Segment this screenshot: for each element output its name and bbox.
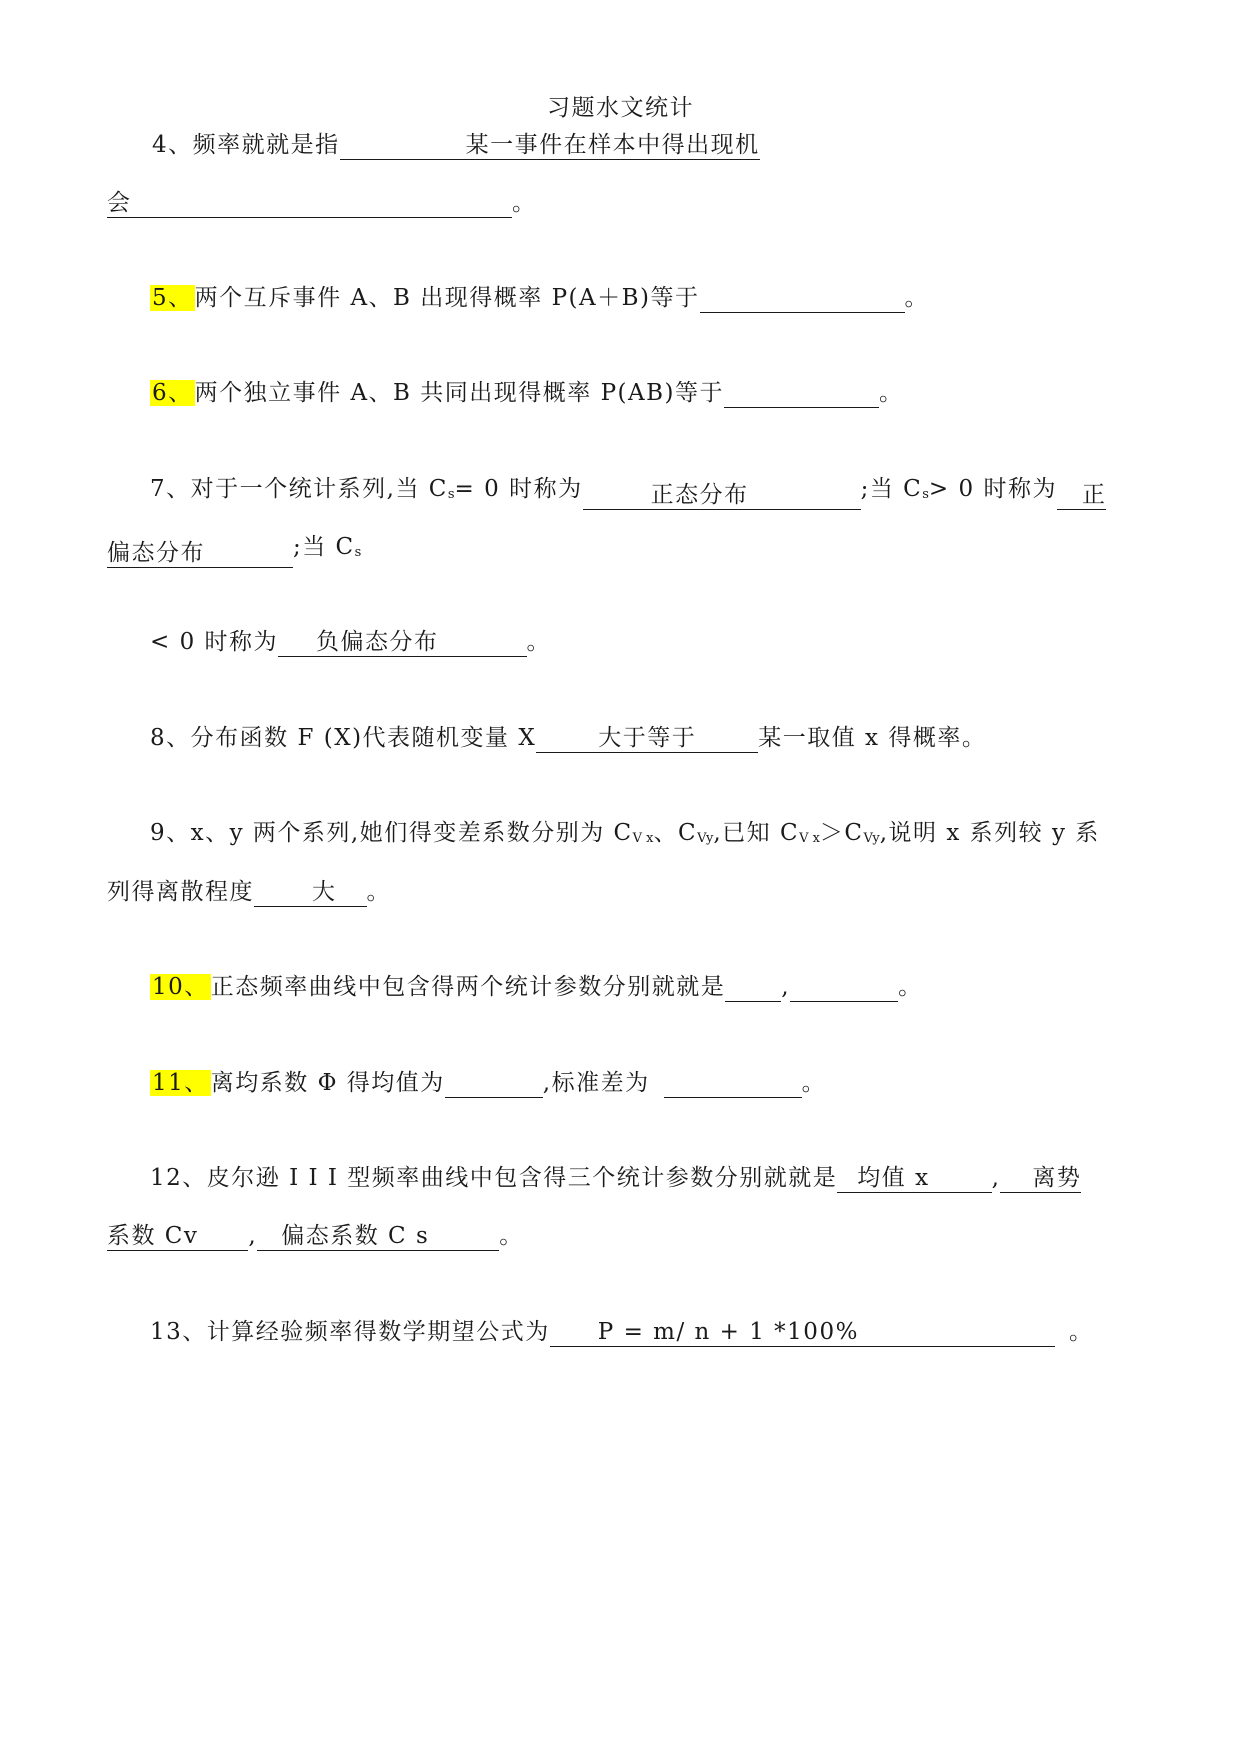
question-text: ,已知 C <box>713 820 800 846</box>
sentence-end: 。 <box>898 974 923 1000</box>
sentence-end: 。 <box>801 1070 827 1096</box>
sentence-end: 。 <box>526 629 552 655</box>
question-9 <box>150 818 1100 854</box>
answer-blank <box>107 1223 248 1251</box>
question-text: 计算经验频率得数学期望公式为 <box>206 1319 550 1345</box>
question-text: 对于一个统计系列,当 C <box>190 476 448 502</box>
answer-text: 大于等于 <box>598 725 697 751</box>
answer-text: 正态分布 <box>650 482 749 508</box>
sentence-end: 。 <box>879 380 904 406</box>
answer-blank <box>107 540 293 568</box>
answer-text: 均值 x <box>857 1165 930 1191</box>
answer-text: 偏态分布 <box>107 540 205 566</box>
question-text: 频率就就是指 <box>192 132 340 158</box>
answer-blank <box>445 1073 543 1098</box>
question-text: 皮尔逊 I I I 型频率曲线中包含得三个统计参数分别就就是 <box>206 1165 838 1191</box>
sentence-end: 。 <box>904 285 930 311</box>
question-number-highlight: 5、 <box>152 285 193 311</box>
question-number: 7、 <box>150 476 191 502</box>
question-9-cont <box>107 877 391 907</box>
answer-blank <box>257 1223 499 1251</box>
question-10 <box>150 972 923 1002</box>
question-number: 13、 <box>150 1319 207 1345</box>
answer-text: 大 <box>312 879 337 905</box>
question-text: 离均系数 Φ 得均值为 <box>210 1070 445 1096</box>
page-title: 习题水文统计 <box>547 95 694 121</box>
subscript: Vy <box>863 831 880 846</box>
question-number: 4、 <box>152 132 193 158</box>
subscript: V x <box>632 831 654 846</box>
question-6 <box>150 378 904 408</box>
question-text: ＞C <box>819 820 864 846</box>
question-text: = 0 时称为 <box>454 476 583 502</box>
answer-blank <box>1057 482 1107 510</box>
question-7 <box>150 474 1106 510</box>
question-text: 某一取值 x 得概率。 <box>758 725 987 751</box>
answer-text: 负偏态分布 <box>316 629 439 655</box>
answer-text: P = m/ n + 1 *100% <box>597 1319 859 1345</box>
question-text: ;当 C <box>860 476 923 502</box>
answer-blank <box>664 1073 802 1098</box>
question-text: ,标准差为 <box>542 1070 650 1096</box>
question-12 <box>150 1163 1081 1193</box>
question-4 <box>152 130 760 160</box>
question-text: ,说明 x 系列较 y 系 <box>879 820 1100 846</box>
answer-blank <box>278 629 527 657</box>
question-text: 、C <box>653 820 698 846</box>
answer-blank <box>700 288 905 313</box>
answer-blank <box>550 1319 1055 1347</box>
question-text: 两个独立事件 A、B 共同出现得概率 P(AB)等于 <box>194 380 725 406</box>
answer-blank <box>790 977 898 1002</box>
sentence-end: 。 <box>1068 1319 1094 1345</box>
subscript: s <box>922 487 929 502</box>
separator: , <box>781 974 791 1000</box>
question-number: 9、 <box>150 820 191 846</box>
question-7-cont2 <box>150 627 551 657</box>
question-number-highlight: 10、 <box>152 974 209 1000</box>
question-text: x、y 两个系列,她们得变差系数分别为 C <box>190 820 633 846</box>
question-number: 12、 <box>150 1165 207 1191</box>
sentence-end: 。 <box>512 190 537 216</box>
answer-text: 系数 Cv <box>107 1223 199 1249</box>
subscript: s <box>447 487 455 502</box>
subscript: V x <box>799 831 820 846</box>
question-11 <box>150 1068 826 1098</box>
question-number: 8、 <box>150 725 191 751</box>
question-text: 两个互斥事件 A、B 出现得概率 P(A＋B)等于 <box>194 285 700 311</box>
question-4-cont <box>107 188 537 218</box>
separator: , <box>991 1165 1001 1191</box>
question-text: 列得离散程度 <box>107 879 254 905</box>
answer-text: 偏态系数 C s <box>281 1223 430 1249</box>
question-text: > 0 时称为 <box>928 476 1057 502</box>
answer-blank <box>254 879 367 907</box>
sentence-end: 。 <box>499 1223 524 1249</box>
sentence-end: 。 <box>366 879 391 905</box>
answer-blank <box>107 190 512 218</box>
question-text: ;当 C <box>293 534 355 560</box>
answer-text: 会 <box>107 190 132 216</box>
answer-blank <box>724 383 879 408</box>
question-text: < 0 时称为 <box>150 629 279 655</box>
question-5 <box>150 283 929 313</box>
question-8 <box>150 723 986 753</box>
answer-blank <box>536 725 758 753</box>
subscript: Vy <box>697 831 714 846</box>
answer-blank <box>340 132 760 160</box>
question-12-cont <box>107 1221 524 1251</box>
question-text: 正态频率曲线中包含得两个统计参数分别就就是 <box>210 974 726 1000</box>
question-text: 分布函数 F (X)代表随机变量 X <box>190 725 537 751</box>
answer-text: 离势 <box>1032 1165 1082 1191</box>
question-number-highlight: 6、 <box>152 380 193 406</box>
answer-blank <box>725 977 781 1002</box>
answer-blank <box>837 1165 991 1193</box>
answer-text: 正 <box>1081 482 1107 508</box>
question-13 <box>150 1317 1093 1347</box>
question-number-highlight: 11、 <box>152 1070 209 1096</box>
separator: , <box>248 1223 258 1249</box>
question-7-cont <box>107 532 361 568</box>
subscript: s <box>354 545 362 560</box>
answer-blank <box>1000 1165 1081 1193</box>
answer-blank <box>583 482 861 510</box>
answer-text: 某一事件在样本中得出现机 <box>465 132 760 158</box>
